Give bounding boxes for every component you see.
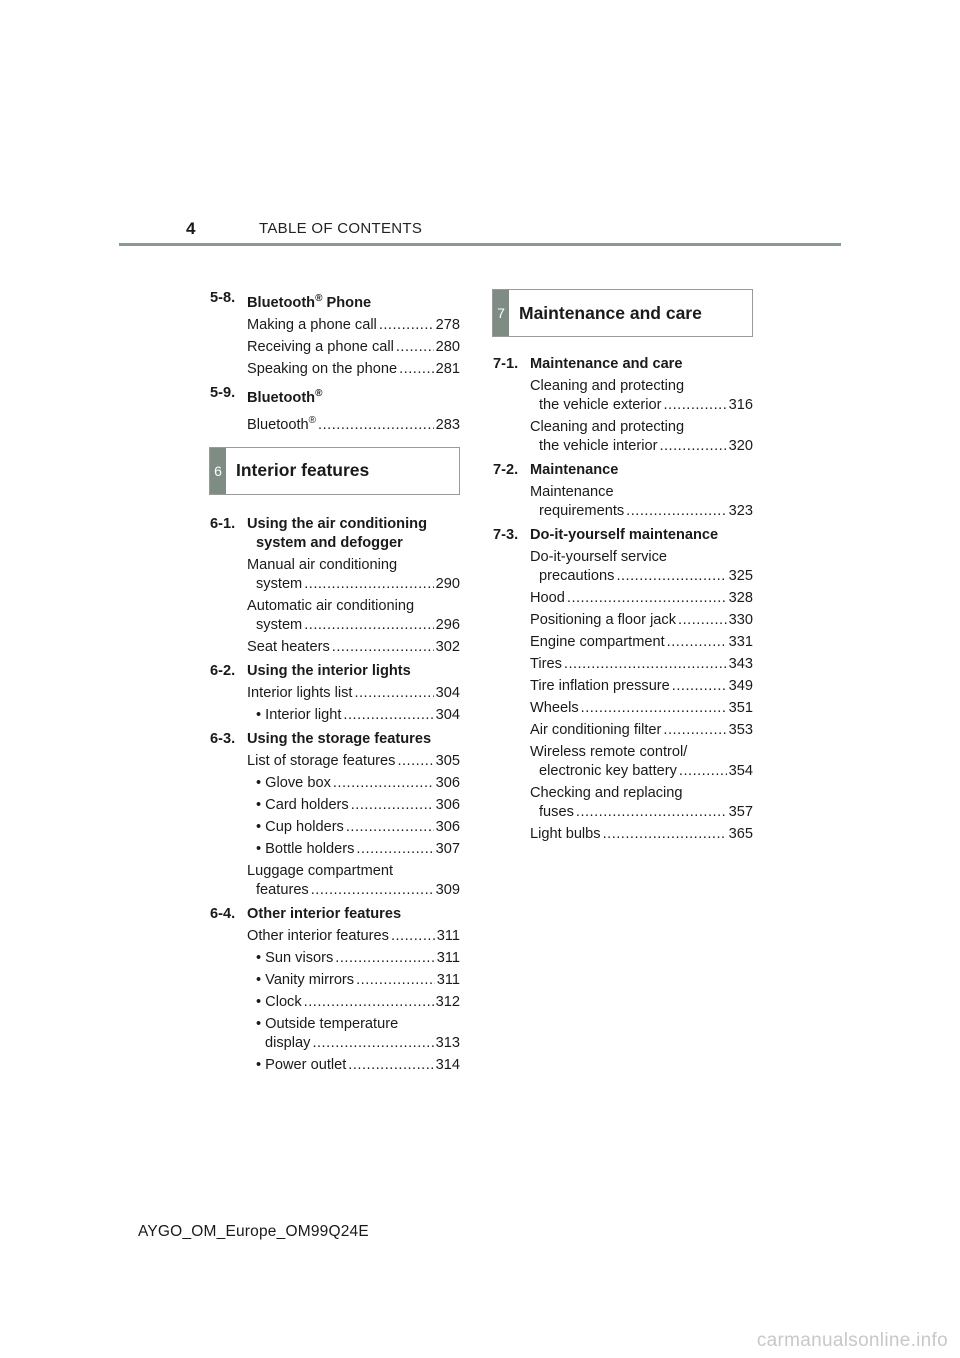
toc-entry[interactable] <box>493 483 753 521</box>
dot-leader <box>667 633 727 652</box>
entry-title: • Card holders <box>256 796 349 813</box>
page-ref: 357 <box>728 804 753 820</box>
footer-doc-id: AYGO_OM_Europe_OM99Q24E <box>138 1223 369 1240</box>
page-ref: 330 <box>728 612 753 628</box>
entry-title: Manual air conditioning <box>247 556 398 573</box>
toc-entry[interactable] <box>210 338 460 357</box>
page-ref: 311 <box>436 949 460 966</box>
dot-leader <box>616 567 726 586</box>
entry-title-cont: display <box>265 1034 311 1051</box>
section-number: 7-1. <box>493 356 519 372</box>
section-7-1[interactable] <box>493 355 753 374</box>
toc-entry[interactable] <box>210 1056 460 1075</box>
registered-mark: ® <box>315 293 323 304</box>
toc-entry[interactable] <box>210 949 460 968</box>
entry-title: Seat heaters <box>247 638 330 655</box>
toc-entry[interactable] <box>210 752 460 771</box>
entry-title: • Sun visors <box>256 949 334 966</box>
page-ref: 309 <box>435 881 460 898</box>
dot-leader <box>399 360 434 379</box>
toc-entry[interactable] <box>210 638 460 657</box>
section-5-9[interactable] <box>210 384 460 408</box>
dot-leader <box>304 616 433 635</box>
section-number: 5-8. <box>210 290 236 306</box>
toc-column-left <box>210 284 460 1075</box>
section-number: 7-3. <box>493 527 519 543</box>
page-ref: 323 <box>728 503 753 519</box>
dot-leader <box>678 611 727 630</box>
toc-entry[interactable] <box>210 971 460 990</box>
entry-title-cont: the vehicle interior <box>539 438 658 454</box>
dot-leader <box>626 502 726 521</box>
toc-entry[interactable] <box>493 825 753 844</box>
page-header <box>0 0 960 250</box>
page-ref: 325 <box>728 568 753 584</box>
entry-title-cont: features <box>256 881 309 898</box>
toc-entry[interactable] <box>210 993 460 1012</box>
chapter-title: Interior features <box>236 460 370 481</box>
page-ref: 365 <box>728 826 753 842</box>
entry-title: Receiving a phone call <box>247 338 394 355</box>
dot-leader <box>564 655 727 674</box>
entry-title: Wireless remote control/ <box>530 744 688 760</box>
dot-leader <box>679 762 727 781</box>
toc-entry[interactable] <box>493 721 753 740</box>
dot-leader <box>304 993 434 1012</box>
toc-entry[interactable] <box>210 840 460 859</box>
toc-entry[interactable] <box>210 597 460 635</box>
toc-entry[interactable] <box>210 360 460 379</box>
entry-title: Light bulbs <box>530 826 601 842</box>
entry-title: • Interior light <box>256 706 342 723</box>
entry-title: Checking and replacing <box>530 785 683 801</box>
section-number: 6-2. <box>210 662 236 679</box>
section-title: Bluetooth <box>247 294 316 311</box>
page-ref: 331 <box>728 634 753 650</box>
section-7-2[interactable] <box>493 461 753 480</box>
toc-entry[interactable] <box>493 548 753 586</box>
dot-leader <box>356 971 435 990</box>
entry-title: Other interior features <box>247 927 389 944</box>
page-ref: 328 <box>728 590 753 606</box>
toc-entry[interactable] <box>493 377 753 415</box>
toc-entry[interactable] <box>493 677 753 696</box>
section-number: 6-1. <box>210 515 236 532</box>
page-ref: 306 <box>435 774 460 791</box>
dot-leader <box>664 396 727 415</box>
toc-entry[interactable] <box>493 418 753 456</box>
page-ref: 313 <box>435 1034 460 1051</box>
section-5-8[interactable] <box>210 289 460 313</box>
section-6-3[interactable] <box>210 730 460 749</box>
entry-title: Wheels <box>530 700 579 716</box>
dot-leader <box>346 818 434 837</box>
watermark: carmanualsonline.info <box>756 1330 948 1351</box>
page-number: 4 <box>186 219 196 238</box>
page-ref: 280 <box>435 338 460 355</box>
page-ref: 306 <box>435 796 460 813</box>
section-6-4[interactable] <box>210 905 460 924</box>
entry-title-cont: system <box>256 575 303 592</box>
dot-leader <box>354 684 433 703</box>
entry-title: • Clock <box>256 993 302 1010</box>
page-ref: 312 <box>435 993 460 1010</box>
entry-title: Engine compartment <box>530 634 665 650</box>
toc-entry[interactable] <box>210 927 460 946</box>
toc-entry[interactable] <box>210 706 460 725</box>
page-ref: 353 <box>728 722 753 738</box>
toc-entry[interactable] <box>210 556 460 594</box>
toc-entry[interactable] <box>210 862 460 900</box>
section-title: Using the interior lights <box>247 662 411 679</box>
entry-title: Cleaning and protecting <box>530 419 685 435</box>
toc-entry[interactable] <box>210 818 460 837</box>
toc-entry[interactable] <box>493 633 753 652</box>
dot-leader <box>603 825 727 844</box>
section-number: 6-3. <box>210 730 236 747</box>
dot-leader <box>396 338 434 357</box>
page-ref: 290 <box>435 575 460 592</box>
section-title: Do-it-yourself maintenance <box>530 527 719 543</box>
entry-title: Cleaning and protecting <box>530 378 685 394</box>
header-divider <box>119 243 841 246</box>
toc-entry[interactable] <box>493 611 753 630</box>
dot-leader <box>351 796 434 815</box>
entry-title: • Outside temperature <box>256 1015 399 1032</box>
dot-leader <box>343 706 433 725</box>
page-ref: 354 <box>728 763 753 779</box>
page-ref: 281 <box>435 360 460 377</box>
entry-title: Tires <box>530 656 562 672</box>
dot-leader <box>312 1034 433 1053</box>
toc-entry[interactable] <box>210 796 460 815</box>
entry-title: Making a phone call <box>247 316 377 333</box>
dot-leader <box>304 575 433 594</box>
page-ref: 278 <box>435 316 460 333</box>
entry-title: • Bottle holders <box>256 840 355 857</box>
section-title: Using the storage features <box>247 730 432 747</box>
entry-title-cont: electronic key battery <box>539 763 677 779</box>
toc-entry[interactable] <box>210 774 460 793</box>
page-ref: 302 <box>435 638 460 655</box>
entry-title: Speaking on the phone <box>247 360 398 377</box>
page-ref: 351 <box>728 700 753 716</box>
entry-title: Do-it-yourself service <box>530 549 668 565</box>
chapter-title: Maintenance and care <box>519 302 702 323</box>
dot-leader <box>397 752 433 771</box>
dot-leader <box>318 416 434 435</box>
page-ref: 316 <box>728 397 753 413</box>
toc-entry[interactable] <box>210 684 460 703</box>
toc-entry[interactable] <box>210 1015 460 1053</box>
section-title: Bluetooth <box>247 389 316 406</box>
page-ref: 343 <box>728 656 753 672</box>
section-number: 7-2. <box>493 462 519 478</box>
dot-leader <box>576 803 727 822</box>
page-ref: 314 <box>435 1056 460 1073</box>
entry-title: • Power outlet <box>256 1056 347 1073</box>
page-ref: 311 <box>436 927 460 944</box>
section-title-cont: system and defogger <box>256 534 403 551</box>
section-6-2[interactable] <box>210 662 460 681</box>
dot-leader <box>659 437 726 456</box>
dot-leader <box>581 699 727 718</box>
toc-column-right <box>493 289 753 844</box>
toc-entry[interactable] <box>493 699 753 718</box>
section-7-3[interactable] <box>493 526 753 545</box>
registered-mark: ® <box>315 387 323 399</box>
page-ref: 320 <box>728 438 753 454</box>
toc-entry[interactable] <box>493 784 753 822</box>
dot-leader <box>391 927 435 946</box>
dot-leader <box>567 589 727 608</box>
entry-title: Positioning a floor jack <box>530 612 677 628</box>
entry-title: Maintenance <box>530 484 614 500</box>
entry-title: Luggage compartment <box>247 862 394 879</box>
dot-leader <box>672 677 727 696</box>
header-title: TABLE OF CONTENTS <box>259 220 423 237</box>
section-title: Other interior features <box>247 905 402 922</box>
section-6-1[interactable] <box>210 515 460 553</box>
entry-title-cont: requirements <box>539 503 625 519</box>
dot-leader <box>348 1056 433 1075</box>
chapter-number-tab: 6 <box>210 448 226 494</box>
section-title-suffix: Phone <box>322 294 372 311</box>
dot-leader <box>356 840 433 859</box>
toc-entry[interactable] <box>210 316 460 335</box>
section-title: Maintenance <box>530 462 619 478</box>
entry-title: Hood <box>530 590 565 606</box>
page-ref: 349 <box>728 678 753 694</box>
entry-title-cont: system <box>256 616 303 633</box>
registered-mark: ® <box>308 414 317 426</box>
entry-title: List of storage features <box>247 752 396 769</box>
entry-title: Air conditioning filter <box>530 722 662 738</box>
entry-title: • Cup holders <box>256 818 344 835</box>
dot-leader <box>333 774 434 793</box>
toc-entry[interactable] <box>493 589 753 608</box>
chapter-6-box[interactable] <box>209 447 460 495</box>
entry-title: • Vanity mirrors <box>256 971 355 988</box>
entry-title-cont: fuses <box>539 804 574 820</box>
entry-title: Interior lights list <box>247 684 353 701</box>
page-ref: 296 <box>435 616 460 633</box>
page-ref: 305 <box>435 752 460 769</box>
section-number: 6-4. <box>210 905 236 922</box>
entry-title-cont: precautions <box>539 568 615 584</box>
entry-title: Tire inflation pressure <box>530 678 670 694</box>
entry-title: • Glove box <box>256 774 331 791</box>
chapter-7-box[interactable] <box>492 289 753 337</box>
page-ref: 311 <box>436 971 460 988</box>
page-ref: 304 <box>435 706 460 723</box>
page-ref: 307 <box>435 840 460 857</box>
entry-title: Automatic air conditioning <box>247 597 415 614</box>
toc-entry[interactable] <box>210 411 460 435</box>
toc-entry[interactable] <box>493 655 753 674</box>
section-number: 5-9. <box>210 384 236 401</box>
section-title: Maintenance and care <box>530 356 683 372</box>
dot-leader <box>379 316 434 335</box>
entry-title-cont: the vehicle exterior <box>539 397 662 413</box>
dot-leader <box>332 638 434 657</box>
dot-leader <box>311 881 434 900</box>
page-ref: 306 <box>435 818 460 835</box>
entry-title: Bluetooth <box>247 416 309 433</box>
dot-leader <box>335 949 434 968</box>
dot-leader <box>663 721 726 740</box>
section-title: Using the air conditioning <box>247 515 427 532</box>
toc-entry[interactable] <box>493 743 753 781</box>
chapter-number-tab: 7 <box>493 290 509 336</box>
page-ref: 283 <box>435 416 460 433</box>
page-ref: 304 <box>435 684 460 701</box>
